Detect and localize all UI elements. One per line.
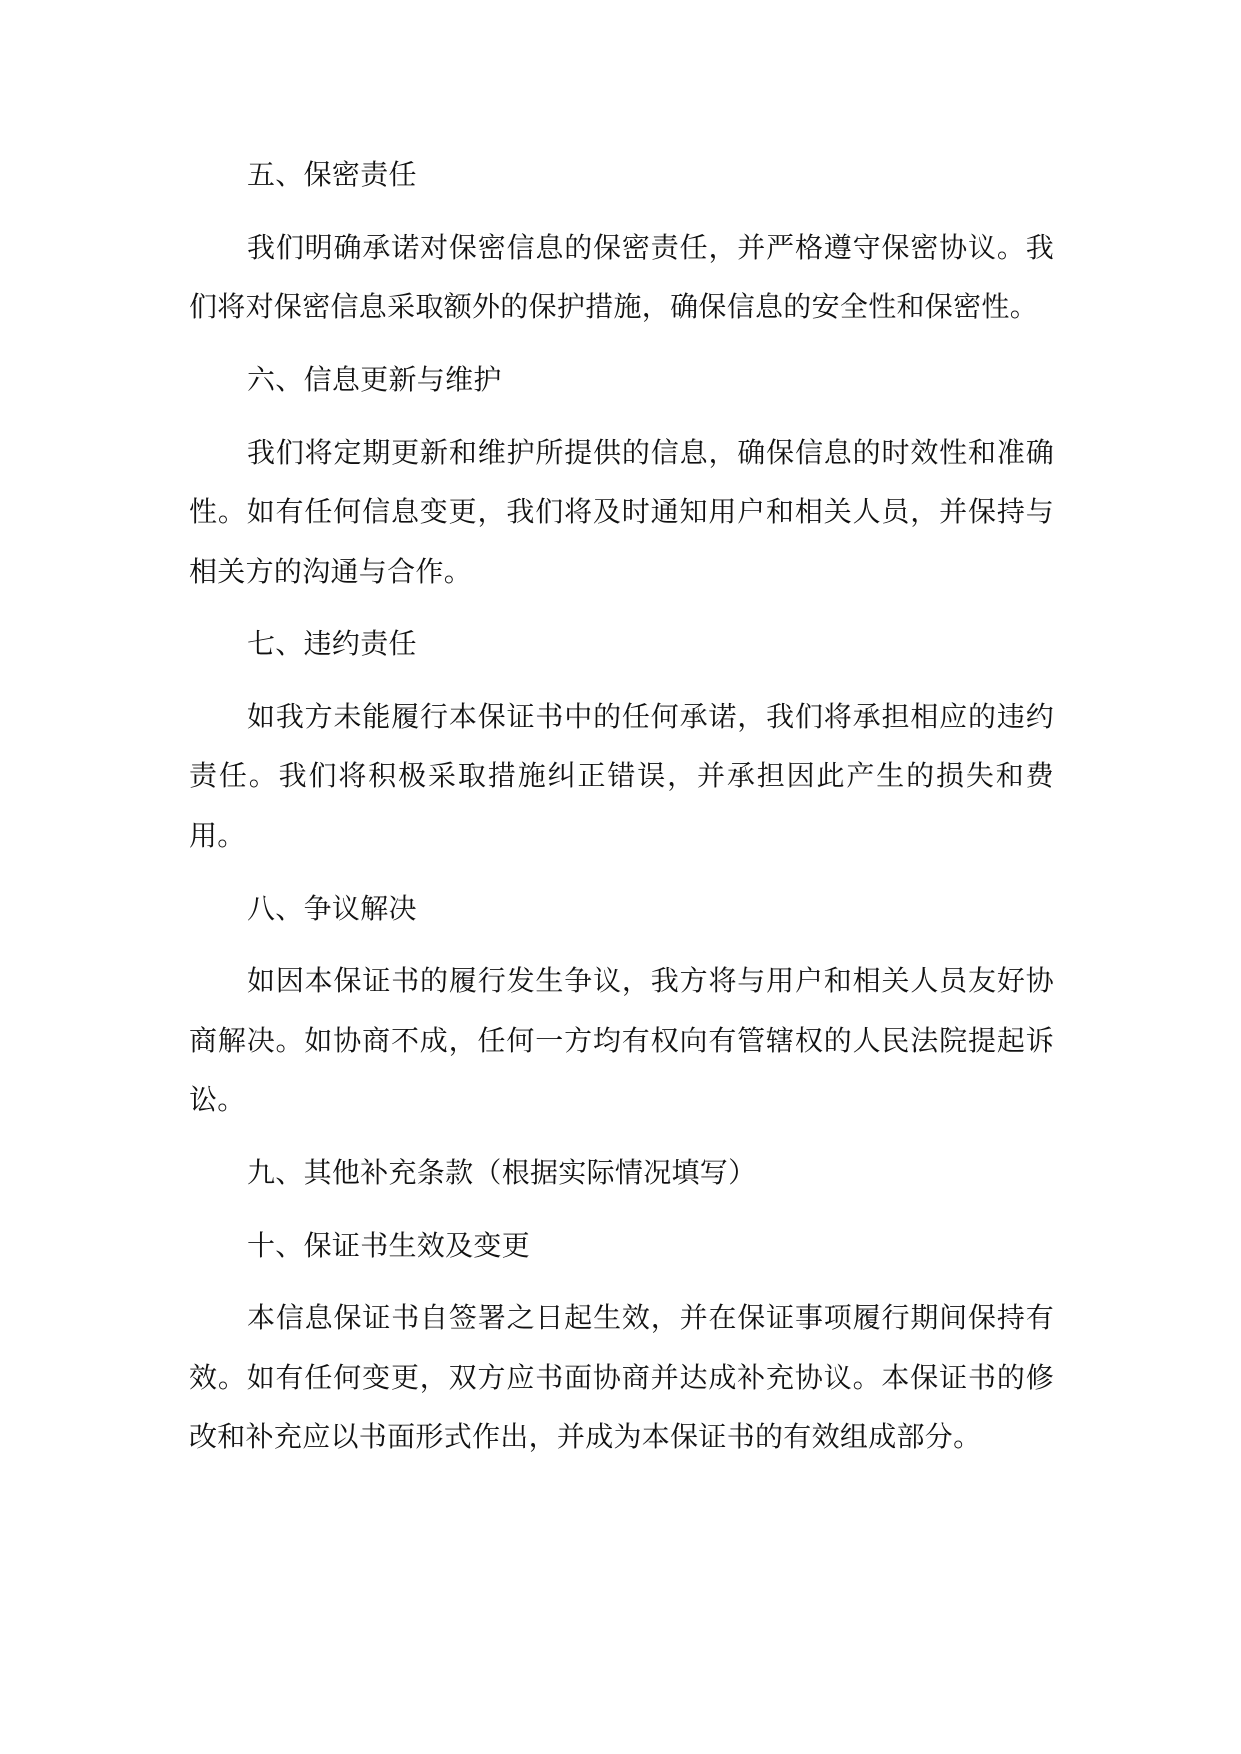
section-paragraph-7: 如我方未能履行本保证书中的任何承诺，我们将承担相应的违约责任。我们将积极采取措施纠正错误，并承担因此产生的损失和费用。: [189, 699, 1054, 852]
section-heading-8: 八、争议解决: [247, 891, 417, 925]
section-paragraph-10: 本信息保证书自签署之日起生效，并在保证事项履行期间保持有效。如有任何变更，双方应书面协商并达成补充协议。本保证书的修改和补充应以书面形式作出，并成为本保证书的有效组成部分。: [189, 1301, 1054, 1454]
section-heading-5: 五、保密责任: [247, 158, 417, 191]
section-heading-6: 六、信息更新与维护: [247, 362, 502, 396]
document-body: [189, 145, 1054, 1480]
section-paragraph-8: 如因本保证书的履行发生争议，我方将与用户和相关人员友好协商解决。如协商不成，任何一方均有权向有管辖权的人民法院提起诉讼。: [189, 964, 1054, 1117]
section-paragraph-5: 我们明确承诺对保密信息的保密责任，并严格遵守保密协议。我们将对保密信息采取额外的保护措施，确保信息的安全性和保密性。: [189, 230, 1054, 324]
section-heading-9: 九、其他补充条款（根据实际情况填写）: [247, 1156, 757, 1189]
section-heading-7: 七、违约责任: [247, 627, 417, 661]
section-paragraph-6: 我们将定期更新和维护所提供的信息，确保信息的时效性和准确性。如有任何信息变更，我们将及时通知用户和相关人员，并保持与相关方的沟通与合作。: [189, 435, 1054, 588]
section-heading-10: 十、保证书生效及变更: [247, 1228, 531, 1262]
